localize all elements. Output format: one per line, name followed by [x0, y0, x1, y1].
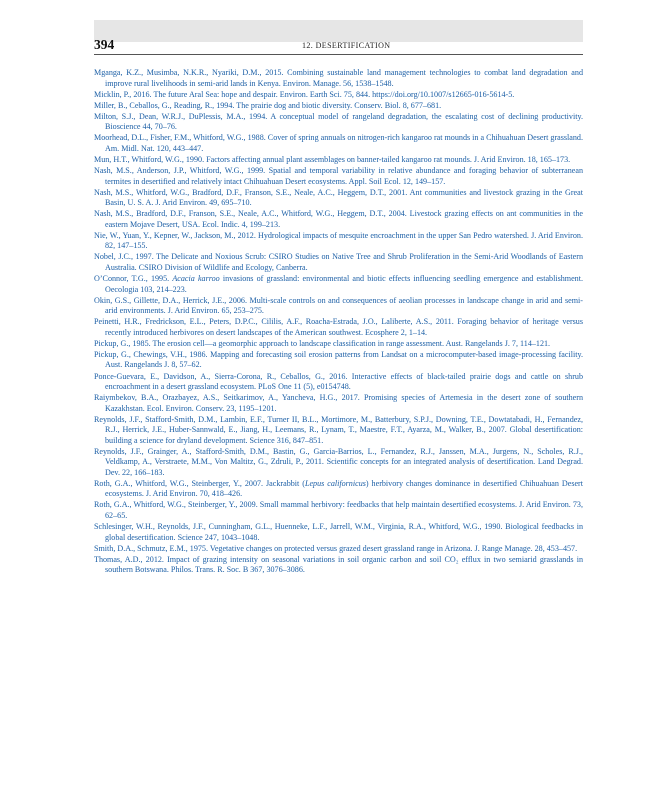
reference-text: Peinetti, H.R., Fredrickson, E.L., Peters, D.P.C., Cililis, A.F., Roacha-Estrada, J.O., Laliberte, A.S., 2011. Foraging behavior of heritage versus recently introduced herbivores on desert landscapes of the American southwest. Ecosphere 2, 1–14.: [94, 317, 583, 337]
species-name: Acacia karroo: [172, 274, 220, 284]
reference-entry[interactable]: [94, 252, 583, 273]
reference-entry[interactable]: [94, 231, 583, 252]
reference-text: Nobel, J.C., 1997. The Delicate and Noxious Scrub: CSIRO Studies on Native Tree and Shrub Proliferation in the Semi-Arid Woodlands of Eastern Australia. CSIRO Division of Wildlife and Ecology, Canberra.: [94, 252, 583, 272]
reference-entry[interactable]: [94, 101, 583, 112]
reference-list: [94, 68, 583, 576]
reference-text: Schlesinger, W.H., Reynolds, J.F., Cunningham, G.L., Huenneke, L.F., Jarrell, W.M., Virginia, R.A., Whitford, W.G., 1990. Biological feedbacks in global desertification. Science 247, 1043–1048.: [94, 522, 583, 542]
reference-text: Okin, G.S., Gillette, D.A., Herrick, J.E., 2006. Multi-scale controls on and consequences of aeolian processes in landscape change in arid and semi-arid environments. J. Arid Environ. 65, 253–275.: [94, 295, 583, 316]
reference-text: Nash, M.S., Anderson, J.P., Whitford, W.G., 1999. Spatial and temporal variability in relative abundance and foraging behavior of subterranean termites in desertified and relatively intact Chihuahuan Desert ecosystems. Appl. Soil Ecol. 12, 149–157.: [94, 166, 583, 186]
reference-entry[interactable]: [94, 296, 583, 317]
reference-text: Nash, M.S., Bradford, D.F., Franson, S.E., Neale, A.C., Whitford, W.G., Heggem, D.T., 2004. Livestock grazing effects on ant communities in the eastern Mojave Desert, USA. Ecol. Indic. 4, 199–213.: [94, 209, 583, 229]
reference-entry[interactable]: [94, 500, 583, 521]
header-rule: [94, 54, 583, 55]
reference-text: Nash, M.S., Whitford, W.G., Bradford, D.F., Franson, S.E., Neale, A.C., Heggem, D.T., 2001. Ant communities and livestock grazing in the Great Basin, U. S. A. J. Arid Environ. 49, 695–710.: [94, 187, 583, 208]
page-number: 394: [94, 37, 115, 52]
reference-text: Mganga, K.Z., Musimba, N.K.R., Nyariki, D.M., 2015. Combining sustainable land management technologies to combat land degradation and improve rural livelihoods in semi-arid lands in Kenya. Environ. Manage. 56, 1538–1548.: [94, 68, 583, 88]
species-name: Lepus californicus: [304, 478, 366, 488]
reference-entry[interactable]: [94, 133, 583, 154]
reference-text: Roth, G.A., Whitford, W.G., Steinberger, Y., 2007. Jackrabbit (Lepus californicus) herbivory changes dominance in desertified Chihuahuan Desert ecosystems. J. Arid Environ. 70, 418–426.: [94, 478, 584, 499]
reference-text: Pickup, G., 1985. The erosion cell—a geomorphic approach to landscape classification in range assessment. Aust. Rangelands J. 7, 114–121.: [94, 338, 551, 348]
reference-text: Pickup, G., Chewings, V.H., 1986. Mapping and forecasting soil erosion patterns from Landsat on a microcomputer-based image-processing facility. Aust. Rangelands J. 8, 57–62.: [94, 349, 583, 370]
reference-entry[interactable]: [94, 544, 583, 555]
reference-text: Mun, H.T., Whitford, W.G., 1990. Factors affecting annual plant assemblages on banner-tailed kangaroo rat mounds. J. Arid Environ. 18, 165–173.: [94, 154, 571, 164]
reference-text: O’Connor, T.G., 1995. Acacia karroo invasions of grassland: environmental and biotic effects influencing seedling emergence and establishment. Oecologia 103, 214–223.: [94, 274, 583, 294]
reference-entry[interactable]: [94, 90, 583, 101]
reference-text: Roth, G.A., Whitford, W.G., Steinberger, Y., 2009. Small mammal herbivory: feedbacks that help maintain desertified ecosystems. J. Arid Environ. 73, 62–65.: [94, 500, 583, 520]
reference-entry[interactable]: [94, 479, 583, 500]
reference-entry[interactable]: [94, 188, 583, 209]
reference-entry[interactable]: [94, 522, 583, 543]
reference-text: Miller, B., Ceballos, G., Reading, R., 1994. The prairie dog and biotic diversity. Conserv. Biol. 8, 677–681.: [94, 100, 442, 110]
reference-entry[interactable]: [94, 447, 583, 479]
reference-text: Smith, D.A., Schmutz, E.M., 1975. Vegetative changes on protected versus grazed desert grassland range in Arizona. J. Range Manage. 28, 453–457.: [94, 543, 578, 553]
reference-text: Micklin, P., 2016. The future Aral Sea: hope and despair. Environ. Earth Sci. 75, 844. https://doi.org/10.1007/s12665-016-5614-5.: [94, 89, 515, 99]
reference-entry[interactable]: [94, 155, 583, 166]
reference-entry[interactable]: [94, 274, 583, 295]
reference-entry[interactable]: [94, 415, 583, 447]
reference-text: Reynolds, J.F., Grainger, A., Stafford-Smith, D.M., Bastin, G., Garcia-Barrios, L., Fernandez, R.J., Janssen, M.A., Jurgens, N., Scholes, R.J., Veldkamp, A., Verstraete, M.M., Von Maltitz, G., Zdruli, P., 2011. Scientific concepts for an integrated analysis of desertification. Land Degrad. Dev. 22, 166–183.: [94, 446, 583, 477]
reference-text: Nie, W., Yuan, Y., Kepner, W., Jackson, M., 2012. Hydrological impacts of mesquite encroachment in the upper San Pedro watershed. J. Arid Environ. 82, 147–155.: [94, 230, 583, 251]
header-band: [94, 20, 583, 42]
running-head: 12. DESERTIFICATION: [302, 41, 391, 50]
reference-entry[interactable]: [94, 166, 583, 187]
reference-entry[interactable]: [94, 68, 583, 89]
reference-text: Milton, S.J., Dean, W.R.J., DuPlessis, M.A., 1994. A conceptual model of rangeland degradation, the escalating cost of declining productivity. Bioscience 44, 70–76.: [94, 111, 583, 132]
reference-text: Reynolds, J.F., Stafford-Smith, D.M., Lambin, E.F., Turner II, B.L., Mortimore, M., Batterbury, S.P.J., Downing, T.E., Dowtatabadi, H., Fernandez, R.J., Herrick, J.E., Huber-Sannwald, E., Jiang, H., Leemans, R., Lynam, T., Maestre, F.T., Ayarza, M., Walker, B., 2007. Global desertification: building a science for dryland development. Science 316, 847–851.: [94, 414, 583, 445]
reference-text: Ponce-Guevara, E., Davidson, A., Sierra-Corona, R., Ceballos, G., 2016. Interactive effects of black-tailed prairie dogs and cattle on shrub encroachment in a desert grassland ecosystem. PLoS One 11 (5), e0154748.: [94, 371, 583, 391]
reference-text: Moorhead, D.L., Fisher, F.M., Whitford, W.G., 1988. Cover of spring annuals on nitrogen-rich kangaroo rat mounds in a Chihuahuan Desert grassland. Am. Midl. Nat. 120, 443–447.: [94, 133, 583, 153]
reference-entry[interactable]: [94, 112, 583, 133]
reference-entry[interactable]: [94, 372, 583, 393]
reference-entry[interactable]: [94, 339, 583, 350]
reference-entry[interactable]: [94, 317, 583, 338]
reference-entry[interactable]: [94, 209, 583, 230]
reference-entry[interactable]: [94, 350, 583, 371]
reference-text: Raiymbekov, B.A., Orazbayez, A.S., Seitkarimov, A., Yancheva, H.G., 2017. Promising species of Artemesia in the desert zone of southern Kazakhstan. Ecol. Environ. Conserv. 23, 1195–1201.: [94, 393, 583, 413]
reference-text: Thomas, A.D., 2012. Impact of grazing intensity on seasonal variations in soil organic carbon and soil CO₂ efflux in two semiarid grasslands in southern Botswana. Philos. Trans. R. Soc. B 367, 3076–3086.: [94, 554, 583, 575]
reference-entry[interactable]: [94, 555, 583, 576]
reference-entry[interactable]: [94, 393, 583, 414]
